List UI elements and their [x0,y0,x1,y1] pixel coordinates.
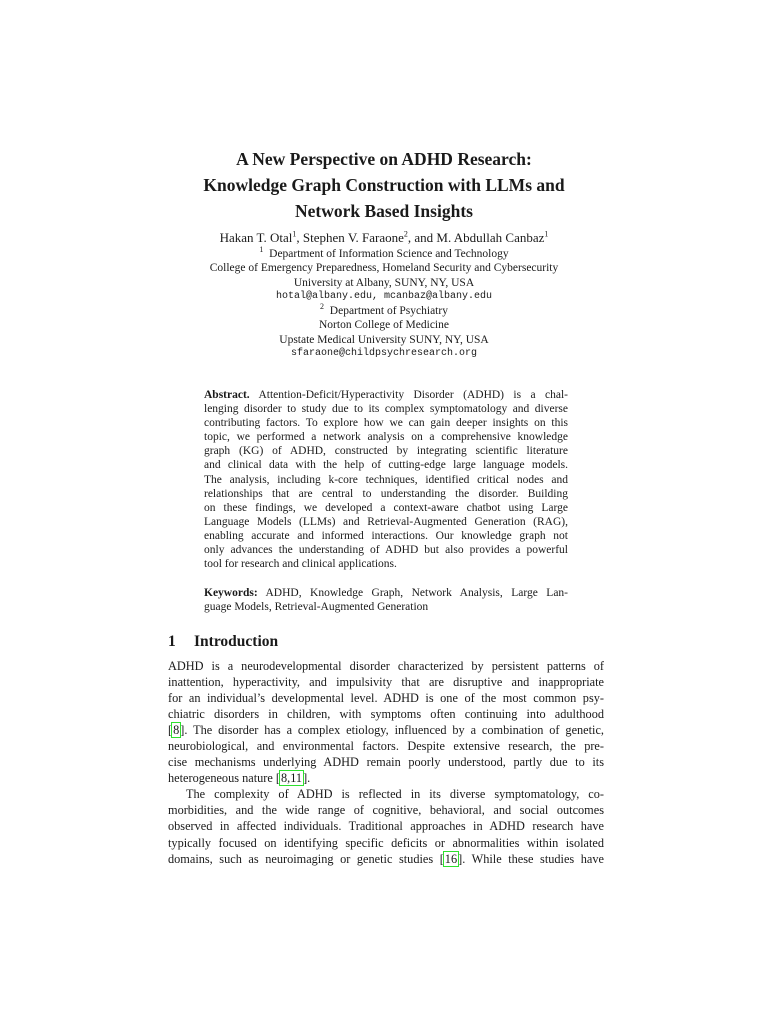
affiliation-line [100,247,668,261]
abstract-label: Abstract. [204,389,250,401]
body-line: domains, such as neuroimaging or genetic studies [16]. While these studies have [168,851,604,866]
author-affil-mark: 1 [292,229,297,239]
affiliation-line: Upstate Medical University SUNY, NY, USA [279,333,489,346]
body-line: The complexity of ADHD is reflected in its diverse symptomatology, co- [186,787,604,802]
affiliations [100,247,668,361]
abstract-text: Attention-Deficit/Hyperactivity Disorder (ADHD) is a chal- [258,389,568,401]
citation-link[interactable]: 16 [444,851,458,866]
affiliation-text: Department of Information Science and Technology [269,248,509,260]
body-text [168,658,604,867]
keywords-line: guage Models, Retrieval-Augmented Generation [204,601,429,614]
keywords-line [204,586,568,600]
keywords-text: ADHD, Knowledge Graph, Network Analysis, Large Lan- [265,587,568,599]
title-line: A New Perspective on ADHD Research: [236,149,532,169]
abstract-line [204,388,568,402]
author-affil-mark: 2 [403,229,408,239]
title-line: Network Based Insights [295,201,473,221]
section-title: Introduction [194,633,279,650]
email-address: sfaraone@childpsychresearch.org [290,348,478,360]
affiliation-line [100,304,668,318]
body-line: [8]. The disorder has a complex etiology, influenced by a combination of genetic, [168,723,604,738]
abstract-line: relationships that are central to understanding the disorder. Building [204,487,568,500]
keywords-label: Keywords: [204,587,258,599]
email-address: hotal@albany.edu, mcanbaz@albany.edu [275,290,493,302]
author-name: , Stephen V. Faraone [296,230,404,245]
abstract-line: enabling accurate and informed interactions. Our knowledge graph not [204,529,568,542]
abstract-line: Language Models (LLMs) and Retrieval-Augmented Generation (RAG), [204,515,568,528]
citation-link[interactable]: 8 [173,723,180,738]
abstract-line: graph (KG) of ADHD, constructed by integrating scientific literature [204,445,568,458]
affiliation-line: University at Albany, SUNY, NY, USA [293,276,475,289]
section-number: 1 [168,633,176,650]
abstract [204,388,568,571]
abstract-line: on these findings, we developed a context-aware chatbot using Large [204,501,568,514]
body-line: neurobiological, and environmental factors. Despite extensive research, the pre- [168,739,604,754]
abstract-line: contributing factors. To explore how we can gain deeper insights on this [204,417,568,430]
author-name: , and M. Abdullah Canbaz [407,230,545,245]
body-line: typically focused on identifying specific deficits or abnormalities within isolated [168,835,604,850]
body-line: observed in affected individuals. Traditional approaches in ADHD research have [168,819,604,834]
abstract-line: lenging disorder to study due to its complex symptomatology and diverse [204,403,568,416]
body-line: cise mechanisms underlying ADHD remain poorly understood, partly due to its [168,755,604,770]
title-line: Knowledge Graph Construction with LLMs and [203,175,565,195]
affiliation-line: Norton College of Medicine [319,319,449,332]
body-line: for an individual’s developmental level. ADHD is one of the most common psy- [168,691,604,706]
affiliation-text: Department of Psychiatry [329,305,448,318]
citation-link[interactable]: 8,11 [281,771,303,786]
keywords [204,586,568,614]
abstract-line: topic, we performed a network analysis on a comprehensive knowledge [204,431,568,444]
section-heading [168,632,278,652]
body-line: heterogeneous nature [8,11]. [168,771,311,786]
abstract-line: and clinical data with the help of cutting-edge large language models. [204,459,568,472]
abstract-line: tool for research and clinical applications. [204,558,397,571]
body-line: morbidities, and the wide range of cognitive, behavioral, and social outcomes [168,803,604,818]
author-list [100,229,668,246]
body-line: chiatric disorders in children, with symptoms often continuing into adulthood [168,707,604,722]
abstract-line: The analysis, including k-core techniques, identified critical nodes and [204,473,568,486]
paper-title [100,146,668,224]
affiliation-mark: 2 [320,302,325,312]
body-line: ADHD is a neurodevelopmental disorder characterized by persistent patterns of [168,659,604,673]
author-name: Hakan T. Otal [219,230,293,245]
body-line: inattention, hyperactivity, and impulsivity that are disruptive and inappropriate [168,675,604,690]
affiliation-mark: 1 [259,245,264,255]
affiliation-line: College of Emergency Preparedness, Homeland Security and Cybersecurity [209,262,559,275]
author-affil-mark: 1 [544,229,549,239]
abstract-line: only advances the understanding of ADHD but also provides a powerful [204,544,568,557]
